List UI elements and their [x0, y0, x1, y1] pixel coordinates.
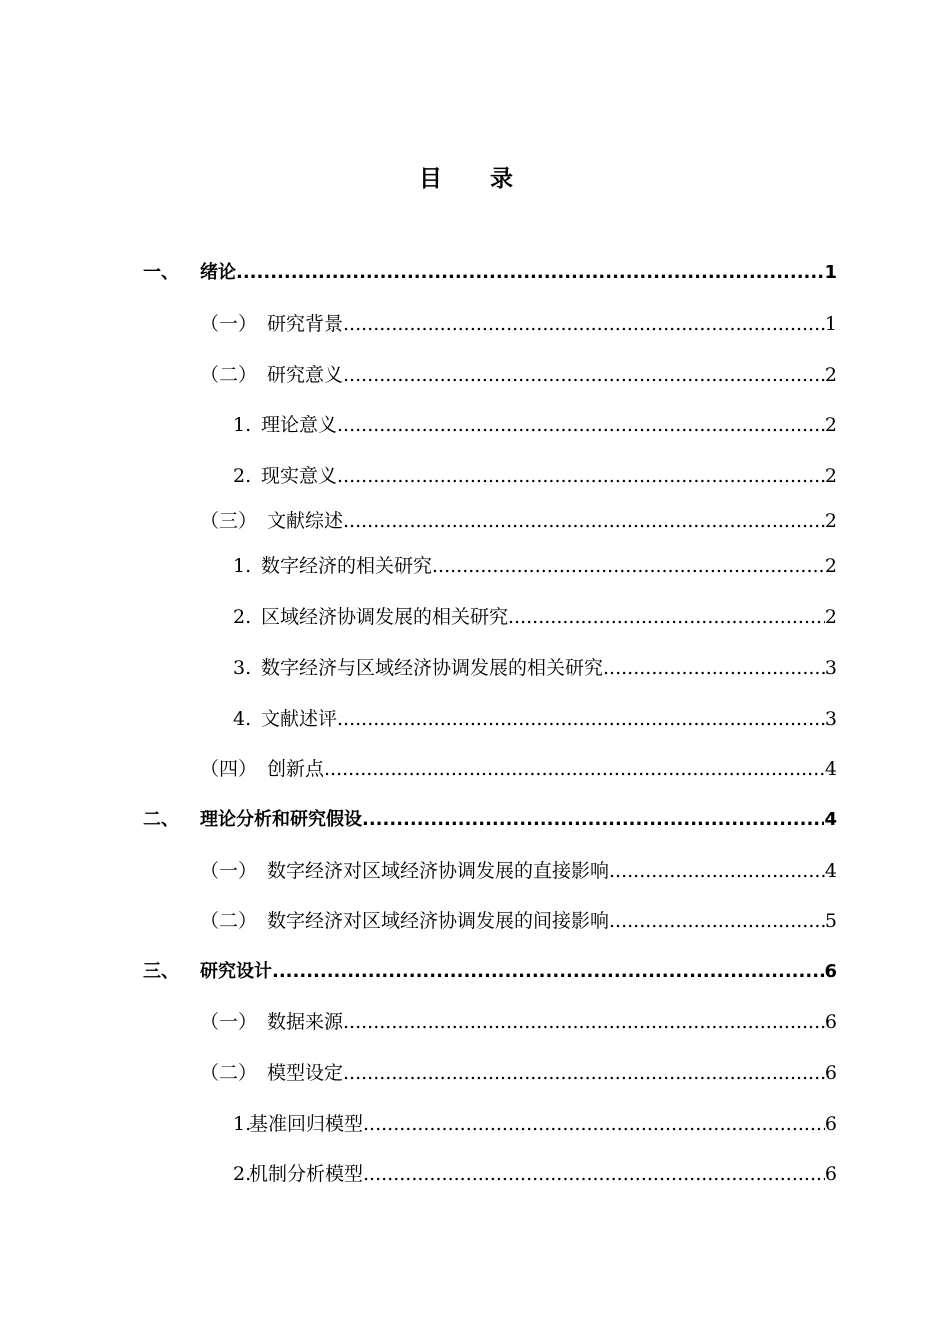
toc-page: 2: [824, 364, 837, 386]
toc-page: 6: [824, 1062, 837, 1084]
toc-page: 1: [824, 313, 837, 335]
toc-leader: [362, 808, 824, 832]
toc-leader: [508, 605, 825, 629]
toc-label: 绪论: [200, 262, 236, 283]
toc-page: 2: [824, 555, 837, 577]
toc-entry[interactable]: [0, 1055, 837, 1085]
toc-page: 6: [824, 1163, 837, 1185]
page-title: 目录: [419, 166, 561, 192]
toc-entry[interactable]: [0, 954, 837, 984]
toc-number: （二）: [200, 364, 258, 386]
toc-label: 机制分析模型: [249, 1163, 364, 1185]
toc-entry[interactable]: [0, 255, 837, 285]
toc-page: 5: [824, 910, 837, 932]
toc-leader: [363, 1112, 825, 1136]
toc-label: 研究背景: [267, 313, 344, 335]
toc-label: 创新点: [267, 758, 325, 780]
toc-label: 理论分析和研究假设: [200, 809, 362, 830]
toc-page: 3: [824, 657, 837, 679]
toc-entry[interactable]: [0, 1004, 837, 1034]
toc-number: （二）: [200, 910, 258, 932]
toc-number: （三）: [200, 510, 258, 532]
toc-label: 理论意义: [261, 414, 338, 436]
toc-number: 三、: [143, 961, 179, 982]
toc-label: 区域经济协调发展的相关研究: [261, 606, 509, 628]
toc-leader: [609, 859, 825, 883]
toc-leader: [343, 1010, 825, 1034]
toc-page: 3: [824, 708, 837, 730]
toc-entry[interactable]: [0, 458, 837, 488]
toc-number: 4.: [233, 708, 252, 730]
toc-label: 数字经济对区域经济协调发展的间接影响: [267, 910, 610, 932]
toc-leader: [343, 312, 825, 336]
toc-page: 2: [824, 606, 837, 628]
toc-label: 数字经济对区域经济协调发展的直接影响: [267, 860, 610, 882]
toc-entry[interactable]: [0, 853, 837, 883]
toc-page: 2: [824, 510, 837, 532]
toc-page: 2: [824, 414, 837, 436]
toc-page: 1: [824, 262, 837, 283]
toc-page: 2: [824, 465, 837, 487]
toc-page: 4: [824, 809, 837, 830]
toc-label: 模型设定: [267, 1062, 344, 1084]
toc-leader: [343, 363, 825, 387]
toc-page: 4: [824, 758, 837, 780]
toc-number: 1.: [233, 414, 252, 436]
toc-number: 二、: [143, 809, 179, 830]
toc-number: （四）: [200, 758, 258, 780]
toc-label: 数据来源: [267, 1011, 344, 1033]
toc-page: 6: [824, 1011, 837, 1033]
toc-leader: [337, 413, 825, 437]
toc-number: （二）: [200, 1062, 258, 1084]
toc-label: 数字经济与区域经济协调发展的相关研究: [261, 657, 604, 679]
toc-entry[interactable]: [0, 1106, 837, 1136]
toc-entry[interactable]: [0, 903, 837, 933]
toc-entry[interactable]: [0, 357, 837, 387]
toc-number: 2.: [233, 465, 252, 487]
toc-number: 一、: [143, 262, 179, 283]
toc-label: 研究意义: [267, 364, 344, 386]
toc-entry[interactable]: [0, 1156, 837, 1186]
toc-number: （一）: [200, 860, 258, 882]
toc-entry[interactable]: [0, 503, 837, 533]
toc-entry[interactable]: [0, 802, 837, 832]
toc-leader: [363, 1162, 825, 1186]
toc-page: 6: [824, 961, 837, 982]
toc-leader: [236, 261, 824, 285]
toc-page: 6: [824, 1113, 837, 1135]
toc-number: 3.: [233, 657, 252, 679]
toc-number: 2.: [233, 606, 252, 628]
toc-entry[interactable]: [0, 751, 837, 781]
toc-entry[interactable]: [0, 701, 837, 731]
toc-entry[interactable]: [0, 650, 837, 680]
toc-label: 研究设计: [200, 961, 272, 982]
toc-number: （一）: [200, 1011, 258, 1033]
toc-leader: [272, 960, 824, 984]
toc-leader: [603, 656, 825, 680]
toc-label: 文献综述: [267, 510, 344, 532]
toc-entry[interactable]: [0, 306, 837, 336]
toc-leader: [432, 554, 825, 578]
toc-label: 基准回归模型: [249, 1113, 364, 1135]
toc-label: 现实意义: [261, 465, 338, 487]
toc-number: （一）: [200, 313, 258, 335]
toc-leader: [609, 909, 825, 933]
toc-leader: [343, 1061, 825, 1085]
toc-entry[interactable]: [0, 599, 837, 629]
toc-leader: [324, 757, 825, 781]
toc-leader: [337, 464, 825, 488]
toc-number: 1.: [233, 1113, 252, 1135]
toc-entry[interactable]: [0, 407, 837, 437]
toc-page: 4: [824, 860, 837, 882]
toc-number: 2.: [233, 1163, 252, 1185]
toc-leader: [343, 509, 825, 533]
toc-label: 数字经济的相关研究: [261, 555, 433, 577]
toc-leader: [337, 707, 825, 731]
toc-number: 1.: [233, 555, 252, 577]
toc-entry[interactable]: [0, 548, 837, 578]
toc-label: 文献述评: [261, 708, 338, 730]
